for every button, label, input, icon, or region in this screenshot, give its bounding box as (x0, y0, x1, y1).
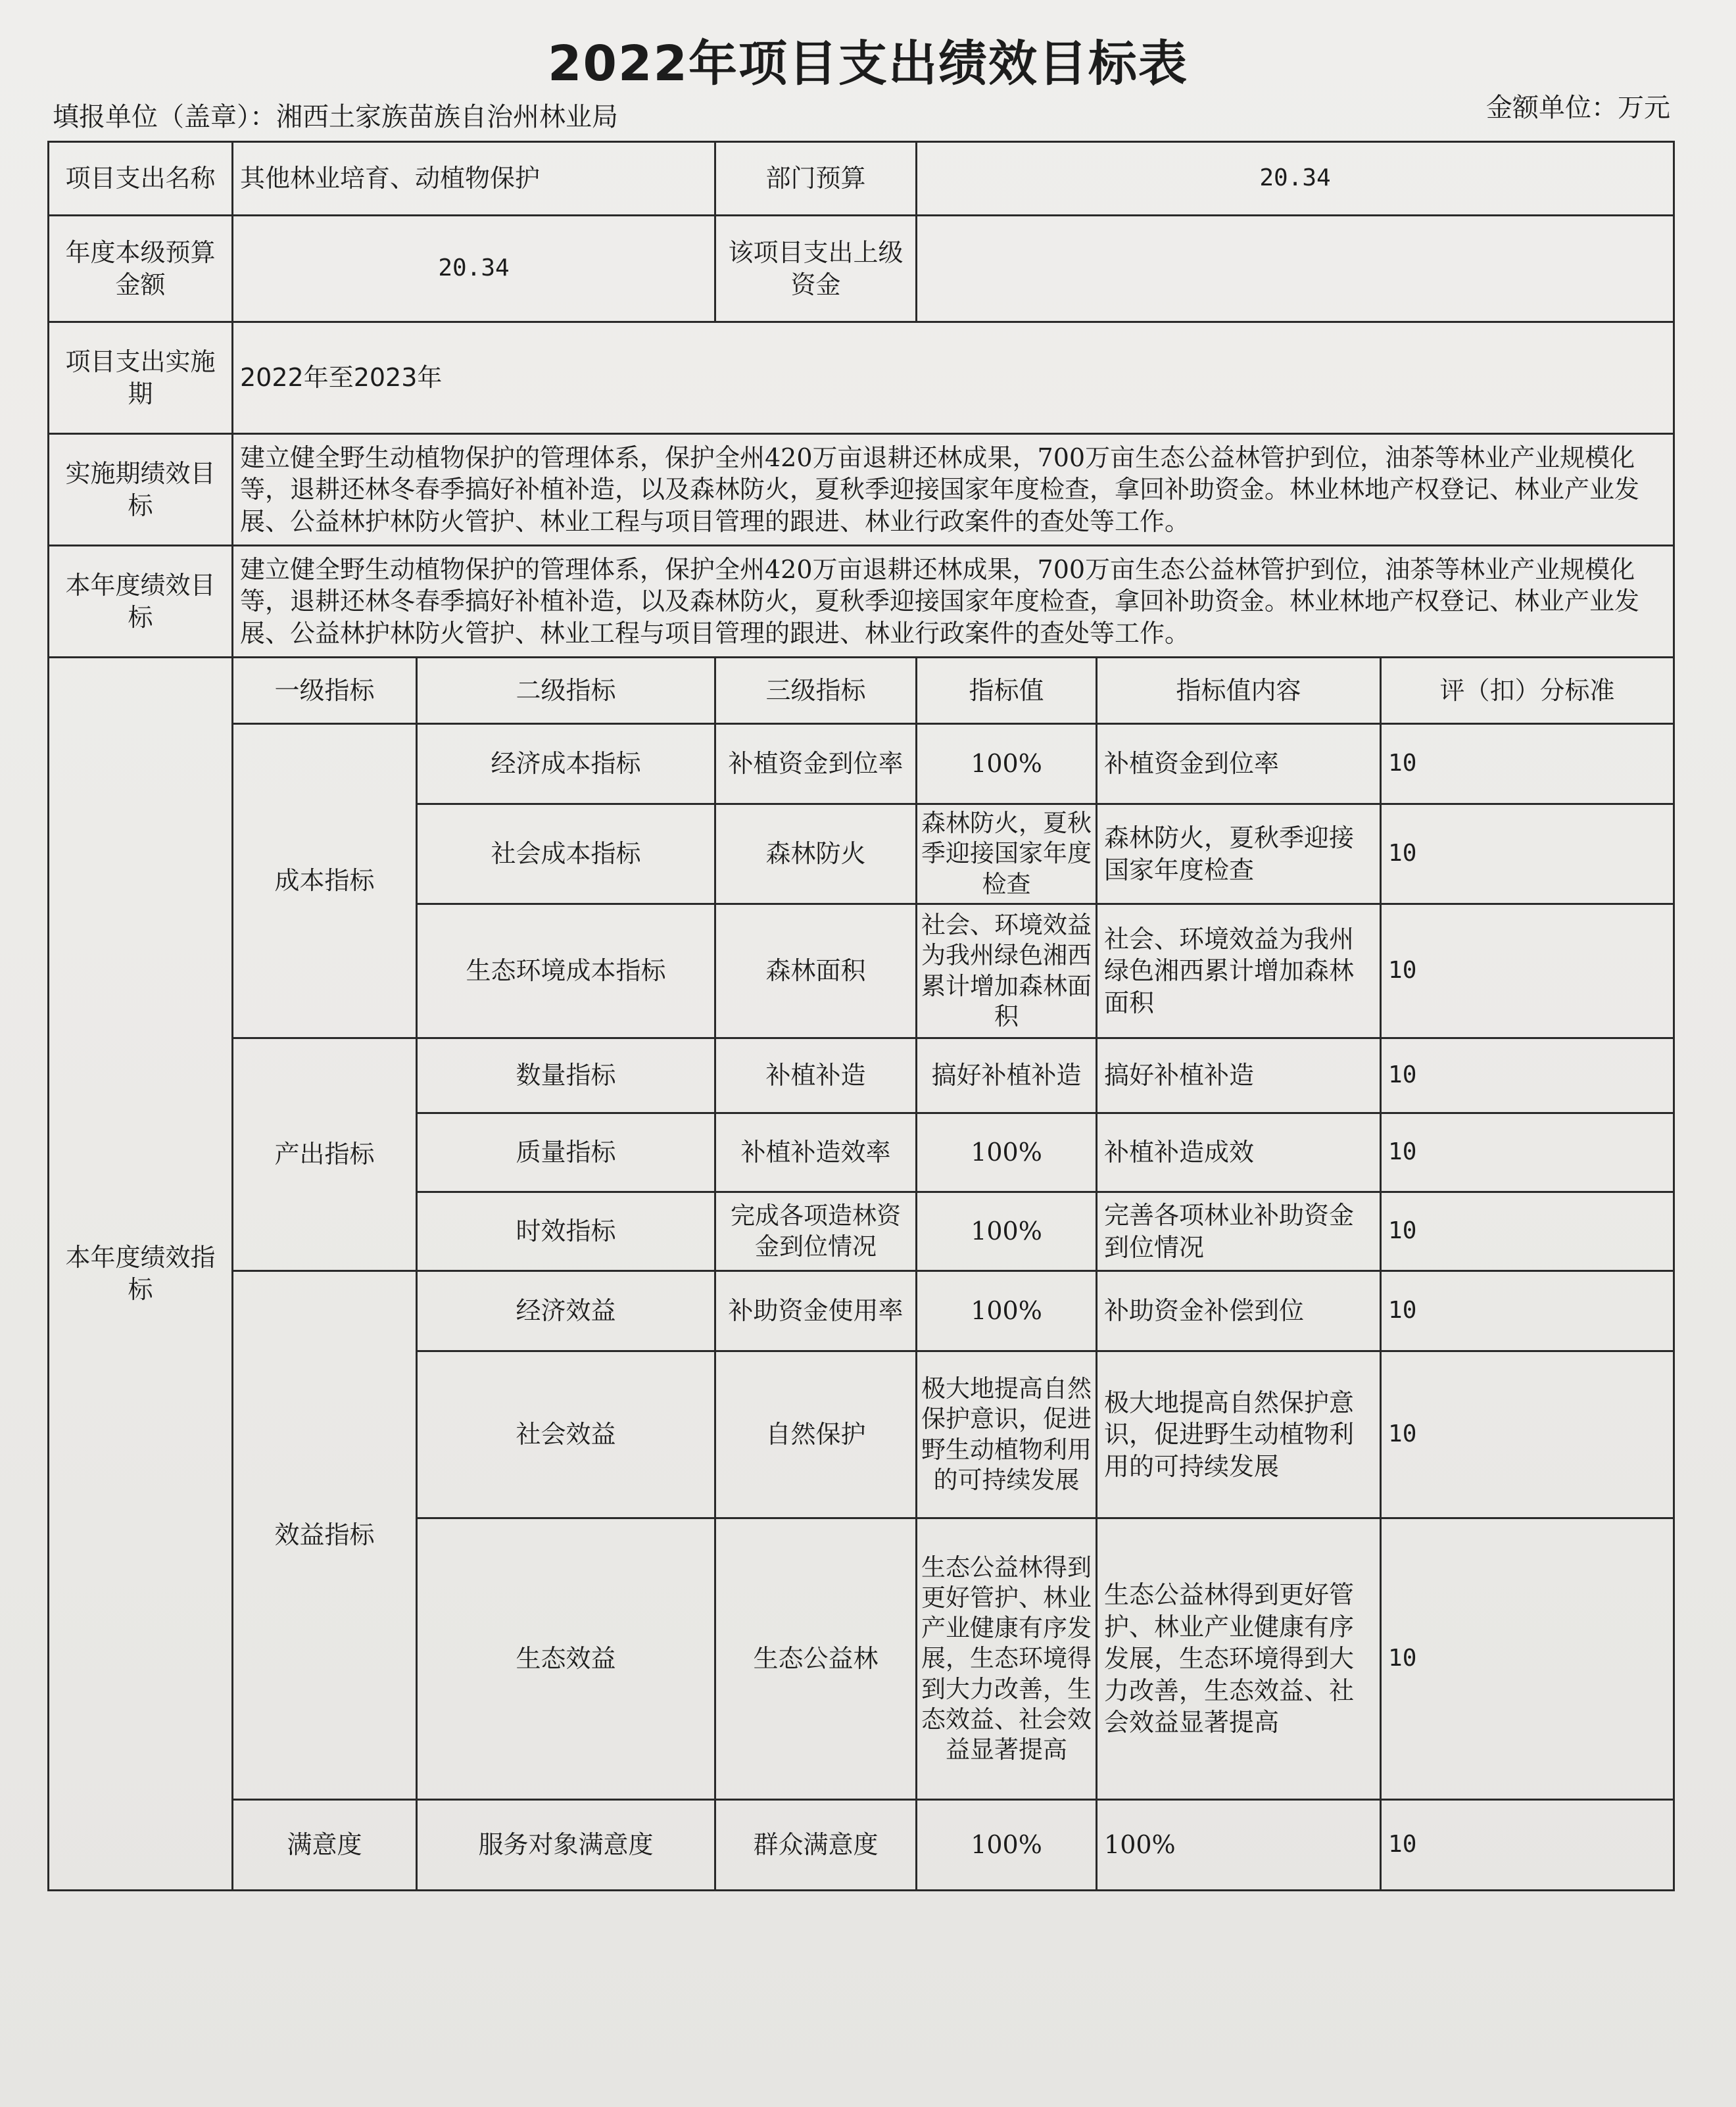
level3-cell: 补助资金使用率 (715, 1271, 917, 1351)
dept-budget-label: 部门预算 (715, 142, 917, 216)
superior-funds-label: 该项目支出上级资金 (715, 216, 917, 322)
project-name-value: 其他林业培育、动植物保护 (233, 142, 715, 216)
level2-cell: 社会成本指标 (417, 804, 715, 904)
value-cell: 100% (917, 724, 1097, 804)
content-cell: 社会、环境效益为我州绿色湘西累计增加森林面积 (1097, 904, 1381, 1038)
value-cell: 100% (917, 1271, 1097, 1351)
level1-benefit: 效益指标 (233, 1271, 417, 1800)
row-annual-goal (49, 546, 1674, 658)
content-cell: 补助资金补偿到位 (1097, 1271, 1381, 1351)
dept-budget-value: 20.34 (917, 142, 1674, 216)
content-cell: 森林防火，夏秋季迎接国家年度检查 (1097, 804, 1381, 904)
score-cell: 10 (1381, 904, 1674, 1038)
level3-cell: 补植资金到位率 (715, 724, 917, 804)
header-value: 指标值 (917, 658, 1097, 724)
level1-cost: 成本指标 (233, 724, 417, 1038)
content-cell: 补植资金到位率 (1097, 724, 1381, 804)
value-cell: 社会、环境效益为我州绿色湘西累计增加森林面积 (917, 904, 1097, 1038)
value-cell: 生态公益林得到更好管护、林业产业健康有序发展，生态环境得到大力改善，生态效益、社会效益显著提高 (917, 1518, 1097, 1800)
annual-budget-value: 20.34 (233, 216, 715, 322)
table-row (49, 1038, 1674, 1113)
content-cell: 生态公益林得到更好管护、林业产业健康有序发展，生态环境得到大力改善，生态效益、社会效益显著提高 (1097, 1518, 1381, 1800)
table-row (49, 1271, 1674, 1351)
value-cell: 100% (917, 1192, 1097, 1271)
period-goal-value: 建立健全野生动植物保护的管理体系，保护全州420万亩退耕还林成果，700万亩生态公益林管护到位，油茶等林业产业规模化等，退耕还林冬春季搞好补植补造，以及森林防火，夏秋季迎接国家年度检查，拿回补助资金。林业林地产权登记、林业产业发展、公益林护林防火管护、林业工程与项目管理的跟进、林业行政案件的查处等工作。 (233, 434, 1674, 546)
level3-cell: 补植补造效率 (715, 1113, 917, 1192)
level1-output: 产出指标 (233, 1038, 417, 1271)
row-project-name (49, 142, 1674, 216)
content-cell: 补植补造成效 (1097, 1113, 1381, 1192)
content-cell: 搞好补植补造 (1097, 1038, 1381, 1113)
header-content: 指标值内容 (1097, 658, 1381, 724)
filing-unit: 填报单位（盖章）：湘西土家族苗族自治州林业局 (53, 102, 618, 132)
value-cell: 100% (917, 1800, 1097, 1891)
level3-cell: 森林防火 (715, 804, 917, 904)
level3-cell: 森林面积 (715, 904, 917, 1038)
score-cell: 10 (1381, 1192, 1674, 1271)
period-label: 项目支出实施期 (49, 322, 233, 434)
annual-goal-value: 建立健全野生动植物保护的管理体系，保护全州420万亩退耕还林成果，700万亩生态公益林管护到位，油茶等林业产业规模化等，退耕还林冬春季搞好补植补造，以及森林防火，夏秋季迎接国家年度检查，拿回补助资金。林业林地产权登记、林业产业发展、公益林护林防火管护、林业工程与项目管理的跟进、林业行政案件的查处等工作。 (233, 546, 1674, 658)
amount-unit: 金额单位：万元 (1486, 93, 1670, 123)
score-cell: 10 (1381, 804, 1674, 904)
level3-cell: 群众满意度 (715, 1800, 917, 1891)
header-level3: 三级指标 (715, 658, 917, 724)
level3-cell: 补植补造 (715, 1038, 917, 1113)
level2-cell: 生态效益 (417, 1518, 715, 1800)
annual-goal-label: 本年度绩效目标 (49, 546, 233, 658)
project-name-label: 项目支出名称 (49, 142, 233, 216)
score-cell: 10 (1381, 724, 1674, 804)
row-period-goal (49, 434, 1674, 546)
level3-cell: 生态公益林 (715, 1518, 917, 1800)
performance-target-table (47, 141, 1675, 1891)
document-title: 2022年项目支出绩效目标表 (548, 36, 1188, 92)
level2-cell: 经济效益 (417, 1271, 715, 1351)
score-cell: 10 (1381, 1113, 1674, 1192)
score-cell: 10 (1381, 1518, 1674, 1800)
value-cell: 森林防火，夏秋季迎接国家年度检查 (917, 804, 1097, 904)
header-level1: 一级指标 (233, 658, 417, 724)
level3-cell: 自然保护 (715, 1351, 917, 1518)
table-row (49, 1800, 1674, 1891)
value-cell: 搞好补植补造 (917, 1038, 1097, 1113)
header-level2: 二级指标 (417, 658, 715, 724)
level2-cell: 生态环境成本指标 (417, 904, 715, 1038)
score-cell: 10 (1381, 1038, 1674, 1113)
period-goal-label: 实施期绩效目标 (49, 434, 233, 546)
annual-budget-label: 年度本级预算金额 (49, 216, 233, 322)
content-cell: 极大地提高自然保护意识，促进野生动植物利用的可持续发展 (1097, 1351, 1381, 1518)
table-row (49, 724, 1674, 804)
level2-cell: 服务对象满意度 (417, 1800, 715, 1891)
row-period (49, 322, 1674, 434)
content-cell: 完善各项林业补助资金到位情况 (1097, 1192, 1381, 1271)
content-cell: 100% (1097, 1800, 1381, 1891)
value-cell: 极大地提高自然保护意识，促进野生动植物利用的可持续发展 (917, 1351, 1097, 1518)
score-cell: 10 (1381, 1800, 1674, 1891)
level2-cell: 数量指标 (417, 1038, 715, 1113)
value-cell: 100% (917, 1113, 1097, 1192)
row-annual-budget (49, 216, 1674, 322)
score-cell: 10 (1381, 1351, 1674, 1518)
superior-funds-value (917, 216, 1674, 322)
level3-cell: 完成各项造林资金到位情况 (715, 1192, 917, 1271)
score-cell: 10 (1381, 1271, 1674, 1351)
indicator-header-row (49, 658, 1674, 724)
level2-cell: 时效指标 (417, 1192, 715, 1271)
period-value: 2022年至2023年 (233, 322, 1674, 434)
header-score: 评（扣）分标准 (1381, 658, 1674, 724)
indicator-section-label: 本年度绩效指标 (49, 658, 233, 1891)
level2-cell: 社会效益 (417, 1351, 715, 1518)
level2-cell: 经济成本指标 (417, 724, 715, 804)
level1-satisfaction: 满意度 (233, 1800, 417, 1891)
level2-cell: 质量指标 (417, 1113, 715, 1192)
